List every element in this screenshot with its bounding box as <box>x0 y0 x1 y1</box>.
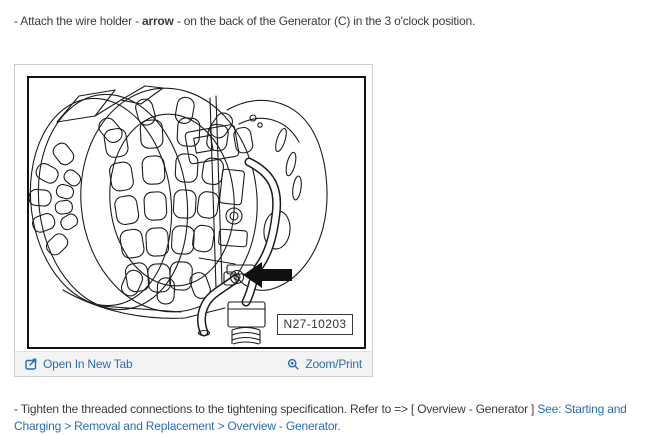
instruction-bottom-text: - Tighten the threaded connections to the tightening specification. Refer to => [ Overview - Generator ] <box>14 402 538 416</box>
instruction-top <box>14 13 642 30</box>
figure-label: N27-10203 <box>277 314 353 335</box>
instruction-bottom <box>14 401 644 435</box>
zoom-print-link[interactable] <box>287 357 362 371</box>
figure-widget <box>14 64 373 377</box>
instruction-top-text: - Attach the wire holder - <box>14 14 142 28</box>
instruction-top-bold: arrow <box>142 14 174 28</box>
instruction-top-text-after: - on the back of the Generator (C) in the 3 o'clock position. <box>173 14 476 28</box>
magnifier-icon <box>287 358 300 371</box>
zoom-print-label: Zoom/Print <box>305 357 362 371</box>
figure-frame <box>27 76 366 349</box>
open-in-new-tab-label: Open In New Tab <box>43 357 133 371</box>
figure-toolbar <box>15 351 372 376</box>
open-in-new-tab-icon <box>25 358 38 370</box>
alternator-line-drawing <box>29 78 364 347</box>
see-reference-link[interactable]: See: Starting and Charging > Removal and Replacement > Overview - Generator. <box>14 402 627 433</box>
open-in-new-tab-link[interactable] <box>25 357 133 371</box>
